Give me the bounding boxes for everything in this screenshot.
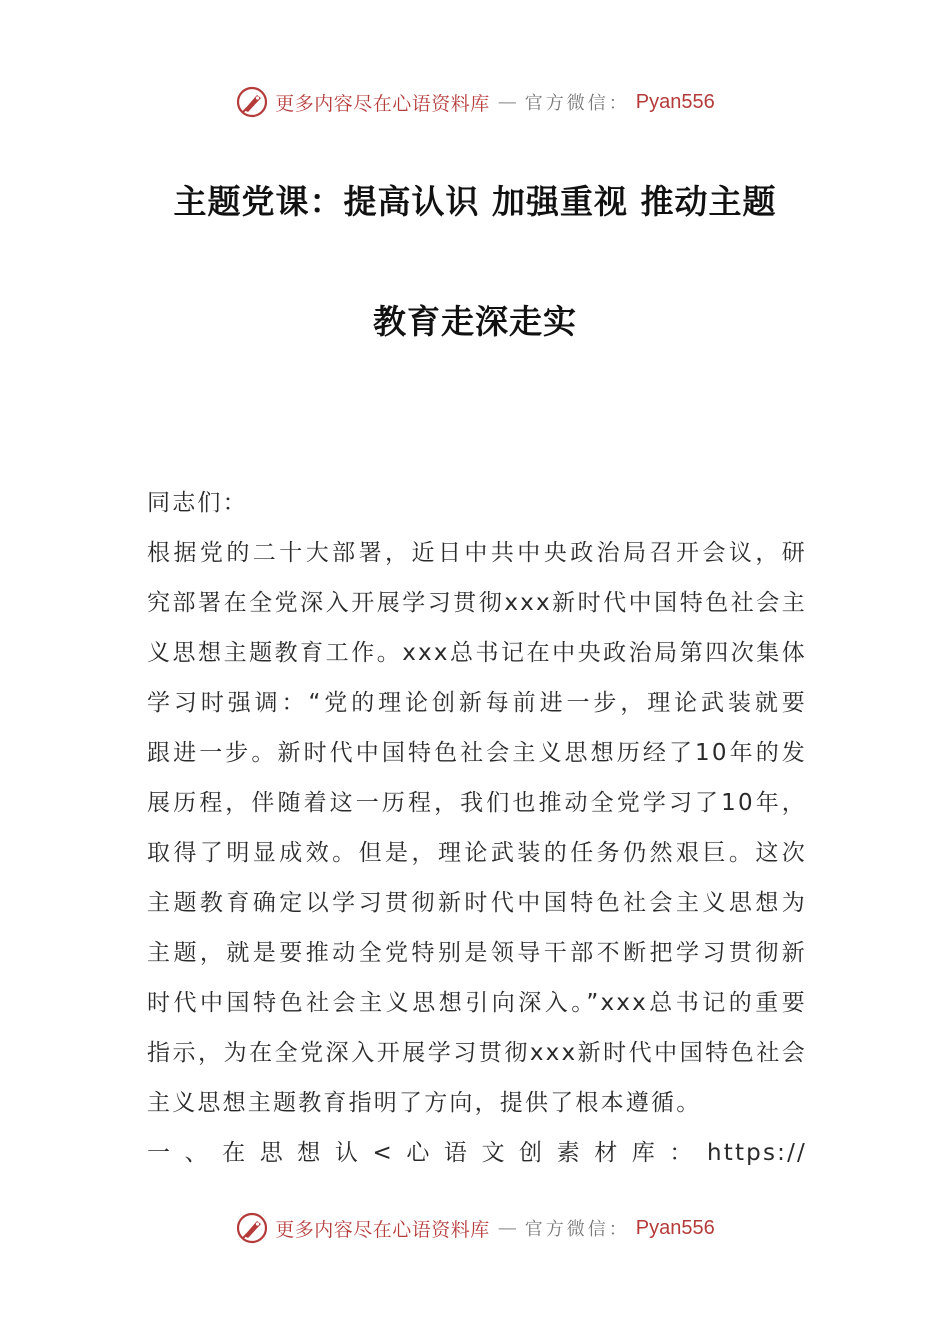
body-line: 义思想主题教育工作。xxx总书记在中央政治局第四次集体: [147, 640, 807, 666]
body-line: 究部署在全党深入开展学习贯彻xxx新时代中国特色社会主: [147, 590, 807, 616]
pen-nib-logo-icon: [235, 85, 269, 119]
body-line: 主义思想主题教育指明了方向，提供了根本遵循。: [147, 1090, 702, 1116]
body-line: 主题，就是要推动全党特别是领导干部不断把学习贯彻新: [147, 940, 807, 966]
body-line: 取得了明显成效。但是，理论武装的任务仍然艰巨。这次: [147, 840, 807, 866]
salutation: 同志们：: [147, 490, 248, 516]
banner-label: 官方微信：: [524, 1219, 630, 1240]
footer-watermark-banner: [0, 1208, 950, 1248]
header-watermark-banner: [0, 82, 950, 122]
body-line: 指示，为在全党深入开展学习贯彻xxx新时代中国特色社会: [147, 1040, 807, 1066]
pen-nib-logo-icon: [235, 1211, 269, 1245]
banner-separator: —: [497, 91, 517, 113]
document-title-line-2: 教育走深走实: [373, 302, 577, 341]
body-line: 主题教育确定以学习贯彻新时代中国特色社会主义思想为: [147, 890, 807, 916]
body-line: 跟进一步。新时代中国特色社会主义思想历经了10年的发: [147, 740, 807, 766]
body-line: 根据党的二十大部署，近日中共中央政治局召开会议，研: [147, 540, 807, 566]
body-line: 时代中国特色社会主义思想引向深入。”xxx总书记的重要: [147, 990, 807, 1016]
document-title-line-1: 主题党课：提高认识 加强重视 推动主题: [173, 182, 777, 221]
banner-label: 官方微信：: [524, 93, 630, 114]
banner-text: 更多内容尽在心语资料库: [275, 1218, 490, 1241]
banner-separator: —: [497, 1217, 517, 1239]
banner-wechat-id: Pyan556: [635, 90, 715, 113]
banner-text: 更多内容尽在心语资料库: [275, 92, 490, 115]
body-line: 学习时强调：“党的理论创新每前进一步，理论武装就要: [147, 690, 807, 716]
section-heading-line: 一、在思想认<心语文创素材库：https://: [147, 1140, 807, 1166]
body-line: 展历程，伴随着这一历程，我们也推动全党学习了10年，: [147, 790, 807, 816]
document-body: [147, 478, 807, 1178]
banner-wechat-id: Pyan556: [635, 1216, 715, 1239]
